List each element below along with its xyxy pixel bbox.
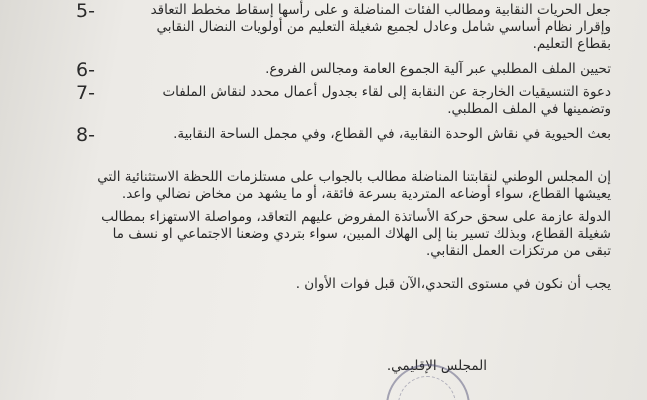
paragraph-challenge: يجب أن نكون في مستوى التحدي،الآن قبل فوات الأوان . — [295, 276, 611, 292]
item-number: 8- — [76, 124, 95, 146]
list-item-5 — [76, 0, 611, 53]
letter-body — [76, 0, 611, 299]
item-text: جعل الحريات النقابية ومطالب الفئات المناضلة و على رأسها إسقاط مخطط التعاقد وإقرار نظام أساسي شامل وعادل لجميع شغيلة التعليم من أولويات النضال النقابي بقطاع التعليم. — [150, 2, 611, 52]
paragraph-state: الدولة عازمة على سحق حركة الأساتذة المفروض عليهم التعاقد، ومواصلة الاستهزاء بمطالب شغيلة القطاع، وبذلك تسير بنا إلى الهلاك المبين، سواء بتردي وضعنا الاجتماعي او نسف ما تبقى من مرتكزات العمل النقابي. — [101, 209, 611, 259]
item-text: تحيين الملف المطلبي عبر آلية الجموع العامة ومجالس الفروع. — [265, 61, 611, 77]
item-number: 5- — [76, 0, 95, 22]
item-number: 7- — [76, 82, 95, 104]
item-text: دعوة التنسيقيات الخارجة عن النقابة إلى لقاء بجدول أعمال محدد لنقاش الملفات وتضمينها في الملف المطلبي. — [162, 84, 611, 117]
stamp-inner-ring — [398, 376, 456, 400]
paragraph-national-council: إن المجلس الوطني لنقابتنا المناضلة مطالب بالجواب على مستلزمات اللحظة الاستثنائية التي يعيشها القطاع، سواء أوضاعه المتردية بسرعة فائقة، أو ما يشهد من مخاض نضالي واعد. — [97, 169, 611, 202]
item-number: 6- — [76, 59, 95, 81]
list-item-6 — [76, 59, 611, 81]
signature-line: المجلس الإقليمي. — [386, 358, 487, 374]
list-item-7 — [76, 82, 611, 118]
item-text: بعث الحيوية في نقاش الوحدة النقابية، في القطاع، وفي مجمل الساحة النقابية. — [173, 126, 611, 142]
list-item-8 — [76, 124, 611, 146]
